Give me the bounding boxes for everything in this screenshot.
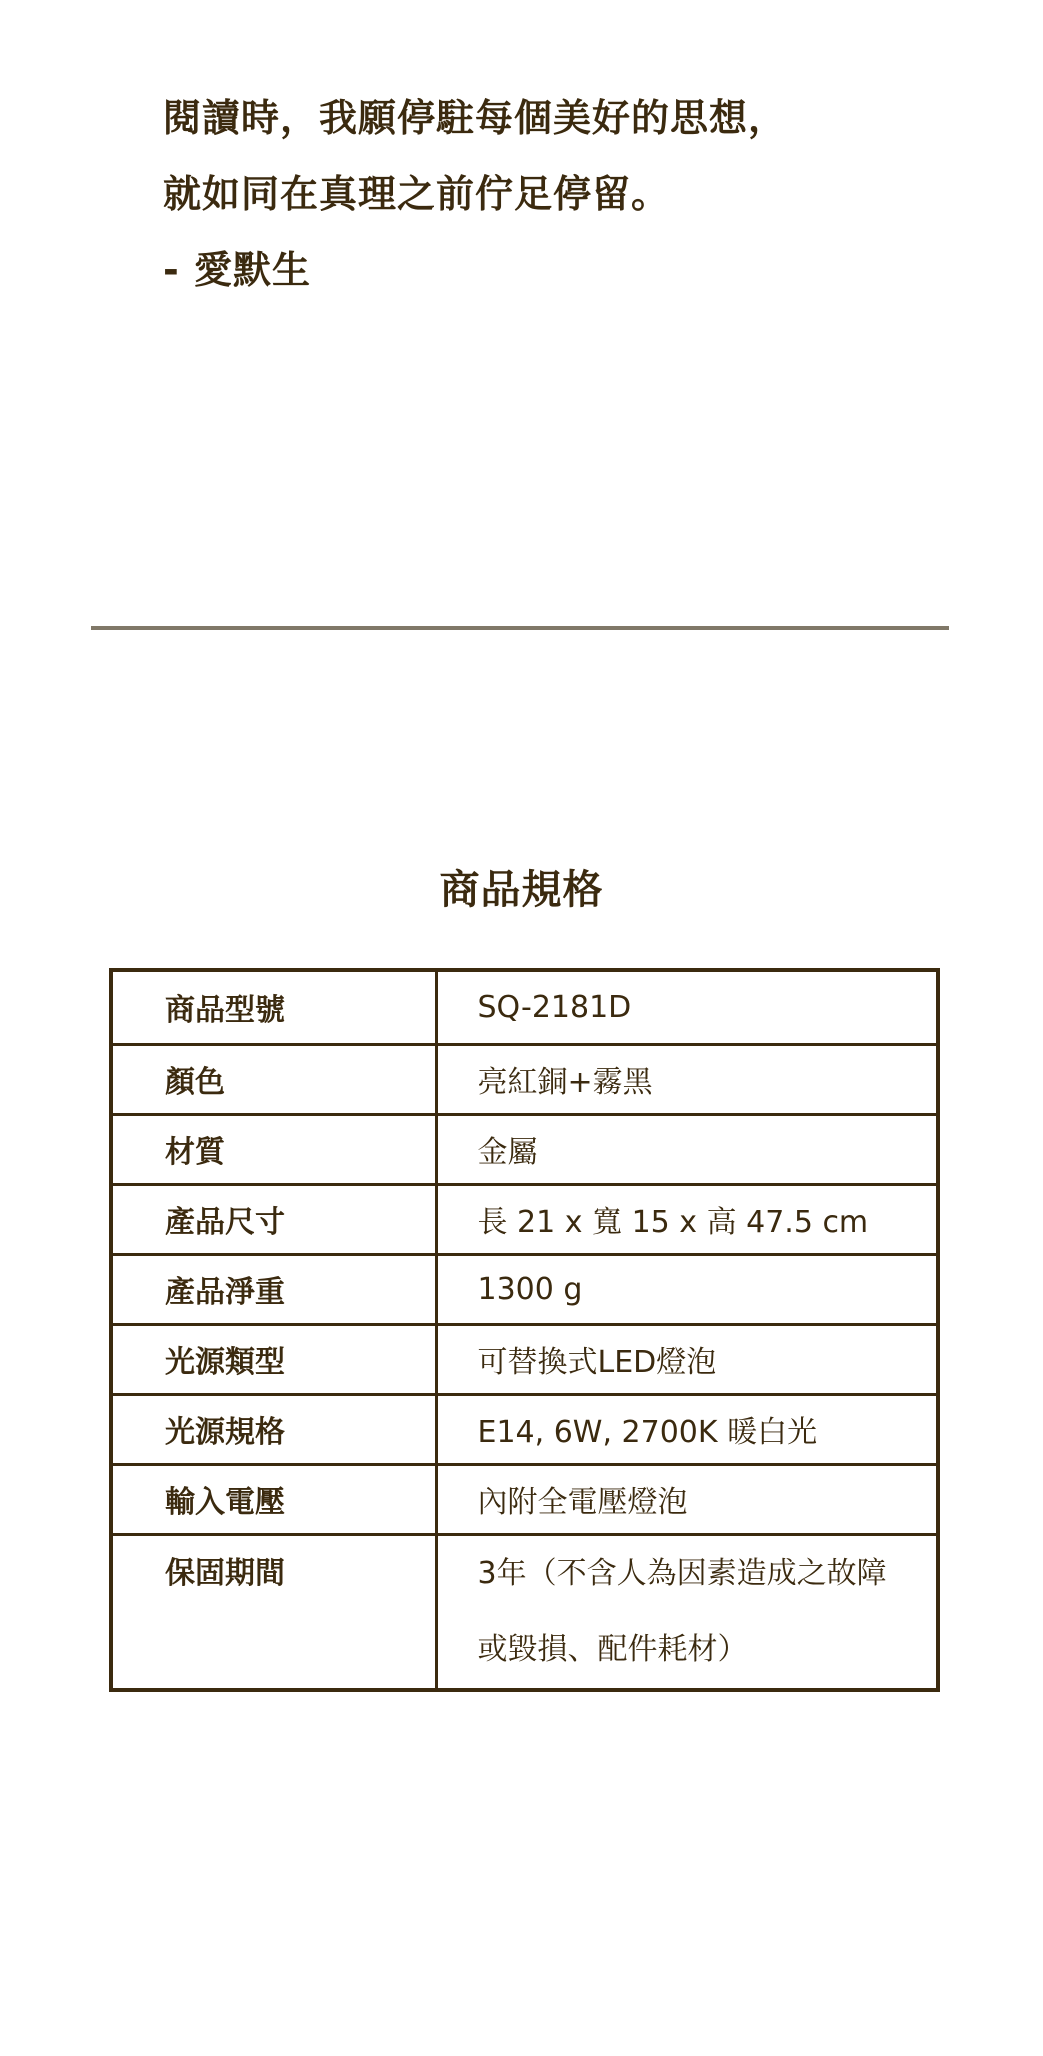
spec-label: 材質 — [111, 1114, 436, 1184]
spec-row-light-type — [111, 1324, 938, 1394]
spec-value: 內附全電壓燈泡 — [436, 1464, 938, 1534]
spec-row-color — [111, 1044, 938, 1114]
spec-label: 光源類型 — [111, 1324, 436, 1394]
spec-label: 商品型號 — [111, 970, 436, 1044]
quote-block — [163, 80, 963, 308]
spec-label: 光源規格 — [111, 1394, 436, 1464]
spec-row-light-spec — [111, 1394, 938, 1464]
spec-value: 金屬 — [436, 1114, 938, 1184]
spec-row-dimensions — [111, 1184, 938, 1254]
spec-value — [436, 1534, 938, 1690]
spec-value: 長 21 x 寬 15 x 高 47.5 cm — [436, 1184, 938, 1254]
spec-value: 亮紅銅+霧黑 — [436, 1044, 938, 1114]
spec-label: 產品淨重 — [111, 1254, 436, 1324]
spec-row-warranty — [111, 1534, 938, 1690]
spec-table — [109, 968, 940, 1692]
spec-value-line-2: 或毀損、配件耗材） — [477, 1631, 748, 1667]
spec-label: 輸入電壓 — [111, 1464, 436, 1534]
spec-value: SQ-2181D — [436, 970, 938, 1044]
spec-section-title: 商品規格 — [439, 867, 604, 913]
spec-row-material — [111, 1114, 938, 1184]
spec-label: 產品尺寸 — [111, 1184, 436, 1254]
spec-row-voltage — [111, 1464, 938, 1534]
spec-value: 1300 g — [436, 1254, 938, 1324]
spec-label: 顏色 — [111, 1044, 436, 1114]
spec-row-model — [111, 970, 938, 1044]
spec-label: 保固期間 — [111, 1534, 436, 1690]
spec-value: 可替換式LED燈泡 — [436, 1324, 938, 1394]
quote-attribution: - 愛默生 — [163, 248, 312, 292]
spec-value-line-1: 3年（不含人為因素造成之故障 — [477, 1555, 887, 1591]
section-divider — [91, 626, 949, 630]
quote-line-1: 閱讀時，我願停駐每個美好的思想， — [163, 96, 788, 140]
spec-value: E14, 6W, 2700K 暖白光 — [436, 1394, 938, 1464]
quote-line-2: 就如同在真理之前佇足停留。 — [163, 172, 671, 216]
spec-row-weight — [111, 1254, 938, 1324]
